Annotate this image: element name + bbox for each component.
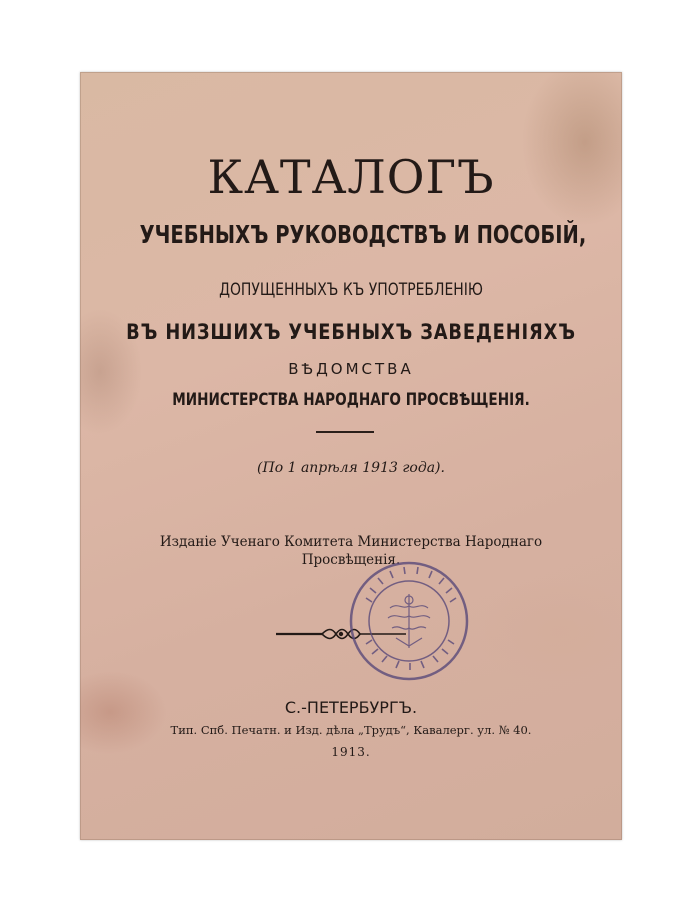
publisher-line-2: Просвѣщенія. (301, 552, 401, 568)
catalog-title: КАТАЛОГЪ (207, 150, 495, 204)
printer-line: Тип. Спб. Печатн. и Изд. дѣла „Трудъ“, Кавалерг. ул. № 40. (170, 723, 532, 737)
subtitle-ministry: МИНИСТЕРСТВА НАРОДНАГО ПРОСВѢЩЕНІЯ. (172, 390, 530, 410)
publication-year: 1913. (331, 745, 371, 759)
subtitle-schools: ВЪ НИЗШИХЪ УЧЕБНЫХЪ ЗАВЕДЕНІЯХЪ (126, 320, 576, 344)
city: С.-ПЕТЕРБУРГЪ. (284, 698, 418, 717)
divider-rule (316, 431, 374, 433)
edition-date: (По 1 апрѣля 1913 года). (257, 460, 445, 476)
publisher-line-1: Изданіе Ученаго Комитета Министерства Народнаго (159, 534, 543, 550)
library-stamp-icon (346, 558, 472, 684)
subtitle-admitted: ДОПУЩЕННЫХЪ КЪ УПОТРЕБЛЕНІЮ (219, 280, 483, 300)
subtitle-department: ВѢДОМСТВА (288, 360, 414, 378)
subtitle-textbooks: УЧЕБНЫХЪ РУКОВОДСТВЪ И ПОСОБІЙ, (139, 220, 587, 249)
book-cover (80, 72, 622, 840)
